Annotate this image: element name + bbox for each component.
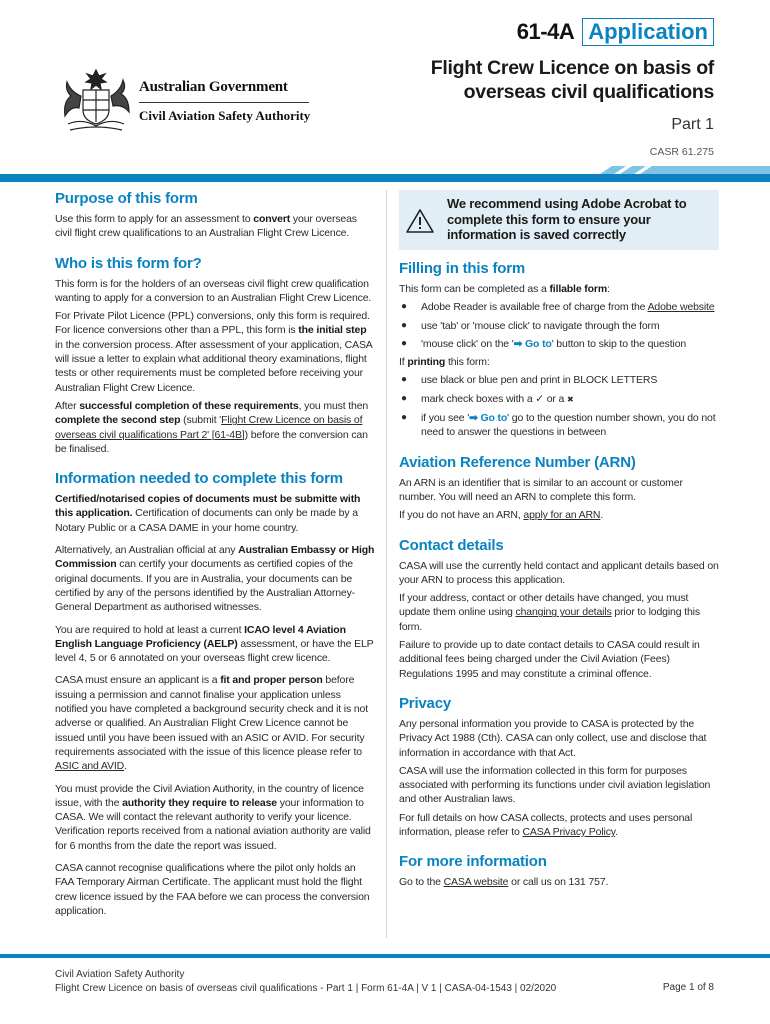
who-text-2: For Private Pilot Licence (PPL) conversions, only this form is required. For licence conversions other than a PPL, this form is the initial step in the conversion process. After assessment of your application, CASA will issue a letter to explain what additional theory examinations, flight tests or other requirements must be completed before receiving your Australian Flight Crew Licence.: [55, 310, 373, 394]
acrobat-notice: [399, 190, 719, 250]
info-text-4: CASA must ensure an applicant is a fit and proper person before issuing a permission and cannot finalise your application unless notified you have completed a background security check and it is not adverse or qualified. An Australian Flight Crew Licence cannot be issued until you have been issued with an ASIC or AVID. For security requirements associated with the issue of this licence please refer to ASIC and AVID.: [55, 674, 369, 773]
privacy-heading: Privacy: [399, 694, 451, 712]
arn-text-2: If you do not have an ARN, apply for an ARN.: [399, 509, 604, 522]
list-item: ● Adobe Reader is available free of charge from the Adobe website: [401, 301, 715, 314]
form-number-block: [517, 18, 714, 46]
form-title-line-2: overseas civil qualifications: [463, 81, 714, 103]
info-text-5: You must provide the Civil Aviation Authority, in the country of licence issue, with the authority they require to release your information to CASA. We will contact the relevant authority to verify your licence. Verification reports received from a national aviation authority are valid for 6 months from the date the report was issued.: [55, 782, 371, 852]
contact-text-1: CASA will use the currently held contact and applicant details based on your ARN to process this application.: [399, 559, 719, 586]
footer: [55, 968, 556, 996]
right-column: [399, 190, 719, 894]
purpose-heading: Purpose of this form: [55, 190, 198, 207]
who-text-3: After successful completion of these requirements, you must then complete the second step (submit 'Flight Crew Licence on basis of overseas civil qualifications Part 2' [61-4B]) before the conversion can be finalised.: [55, 399, 369, 455]
who-heading: Who is this form for?: [55, 254, 202, 272]
page-number: Page 1 of 8: [662, 982, 714, 993]
info-text-6: CASA cannot recognise qualifications where the pilot only holds an FAA Temporary Airman Certificate. The applicant must hold the flight crew licence issued by the FAA before we can process the conversion application.: [55, 861, 370, 917]
footer-agency: Civil Aviation Safety Authority: [55, 969, 185, 980]
changing-details-link[interactable]: changing your details: [515, 606, 612, 619]
go-to-arrow-icon: ➡: [469, 412, 481, 425]
form-number: 61-4A: [516, 19, 575, 44]
government-name: Australian Government: [139, 79, 288, 95]
printing-intro: If printing this form:: [399, 356, 490, 369]
logo-divider: [139, 102, 309, 103]
filling-heading: Filling in this form: [399, 260, 525, 277]
contact-heading: Contact details: [399, 536, 504, 554]
form-title: [384, 56, 714, 104]
info-text-3: You are required to hold at least a current ICAO level 4 Aviation English Language Proficiency (AELP) assessment, or have the ELP level 4, 5 or 6 annotated on your overseas flight crew licence.: [55, 623, 374, 665]
info-text-2: Alternatively, an Australian official at any Australian Embassy or High Commission can certify your documents as certified copies of the original documents. If you are in Australia, your documents can be certified by any of the persons identified by the Australian Attorney-General Department as authorised witnesses.: [55, 544, 375, 614]
printing-list: [399, 373, 719, 439]
part-2-form-link[interactable]: Flight Crew Licence on basis of overseas civil qualifications Part 2' [61-4B]: [55, 414, 363, 441]
left-column: [55, 190, 375, 922]
adobe-website-link[interactable]: Adobe website: [647, 301, 715, 314]
header-band-decoration: [0, 166, 770, 182]
cross-icon: ✖: [566, 394, 574, 404]
casr-reference: CASR 61.275: [649, 146, 714, 158]
privacy-text-1: Any personal information you provide to CASA is protected by the Privacy Act 1988 (Cth). CASA can only collect, use and disclose that information in accordance with that Act.: [399, 717, 707, 759]
contact-text-3: Failure to provide up to date contact details to CASA could result in additional fees being charged under the Civil Aviation (Fees) Regulations 1995 and may constitute a criminal offence.: [399, 639, 700, 680]
commonwealth-coat-of-arms-icon: [56, 66, 136, 136]
privacy-policy-link[interactable]: CASA Privacy Policy: [522, 826, 616, 839]
list-item: ● mark check boxes with a ✓ or a ✖: [401, 392, 574, 405]
info-heading: Information needed to complete this form: [55, 470, 343, 488]
list-item: ● use 'tab' or 'mouse click' to navigate through the form: [401, 319, 660, 332]
form-part: Part 1: [671, 116, 714, 133]
footer-rule: [0, 954, 770, 958]
arn-text-1: An ARN is an identifier that is similar to an account or customer number. You will need an ARN to complete this form.: [399, 476, 683, 503]
more-info-heading: For more information: [399, 853, 547, 871]
warning-icon: [405, 208, 435, 234]
more-info-text: Go to the CASA website or call us on 131 757.: [399, 876, 609, 889]
casa-website-link[interactable]: CASA website: [443, 876, 509, 889]
list-item: ● 'mouse click' on the '➡ Go to' button to skip to the question: [401, 337, 687, 350]
contact-text-2: If your address, contact or other details have changed, you must update them online using changing your details prior to lodging this form.: [399, 592, 700, 633]
acrobat-notice-text: We recommend using Adobe Acrobat to complete this form to ensure your information is saved correctly: [447, 196, 687, 242]
purpose-text: Use this form to apply for an assessment to convert your overseas civil flight crew qualifications to an Australian Flight Crew Licence.: [55, 213, 357, 240]
arn-heading: Aviation Reference Number (ARN): [399, 453, 636, 471]
government-logo-text: [139, 79, 311, 124]
who-text-1: This form is for the holders of an overseas civil flight crew qualification wanting to apply for a conversion to an Australian Flight Crew Licence.: [55, 277, 372, 304]
list-item: ● if you see '➡ Go to' go to the question number shown, you do not need to answer the questions in between: [401, 412, 716, 439]
filling-intro: This form can be completed as a fillable form:: [399, 283, 610, 295]
list-item: ● use black or blue pen and print in BLOCK LETTERS: [401, 374, 658, 387]
column-divider: [386, 190, 387, 938]
footer-form-details: Flight Crew Licence on basis of overseas civil qualifications - Part 1 | Form 61-4A | V 1 | CASA-04-1543 | 02/2020: [55, 983, 557, 994]
form-title-line-1: Flight Crew Licence on basis of: [430, 57, 714, 79]
info-text-1: Certified/notarised copies of documents must be submitte with this application. Certification of documents can only be made by a Notary Public or a CASA DAME in your home country.: [55, 493, 361, 534]
privacy-text-2: CASA will use the information collected in this form for purposes associated with performing its functions under civil aviation legislation and other Australian laws.: [399, 764, 711, 806]
agency-name: Civil Aviation Safety Authority: [139, 108, 311, 123]
form-type-badge: Application: [582, 18, 714, 46]
asic-avid-link[interactable]: ASIC and AVID: [55, 760, 125, 773]
fillable-list: [399, 300, 719, 351]
tick-icon: ✓: [535, 392, 544, 405]
privacy-text-3: For full details on how CASA collects, protects and uses personal information, please refer to CASA Privacy Policy.: [399, 811, 693, 839]
go-to-button-icon: ➡: [513, 337, 526, 350]
apply-arn-link[interactable]: apply for an ARN: [523, 509, 601, 522]
